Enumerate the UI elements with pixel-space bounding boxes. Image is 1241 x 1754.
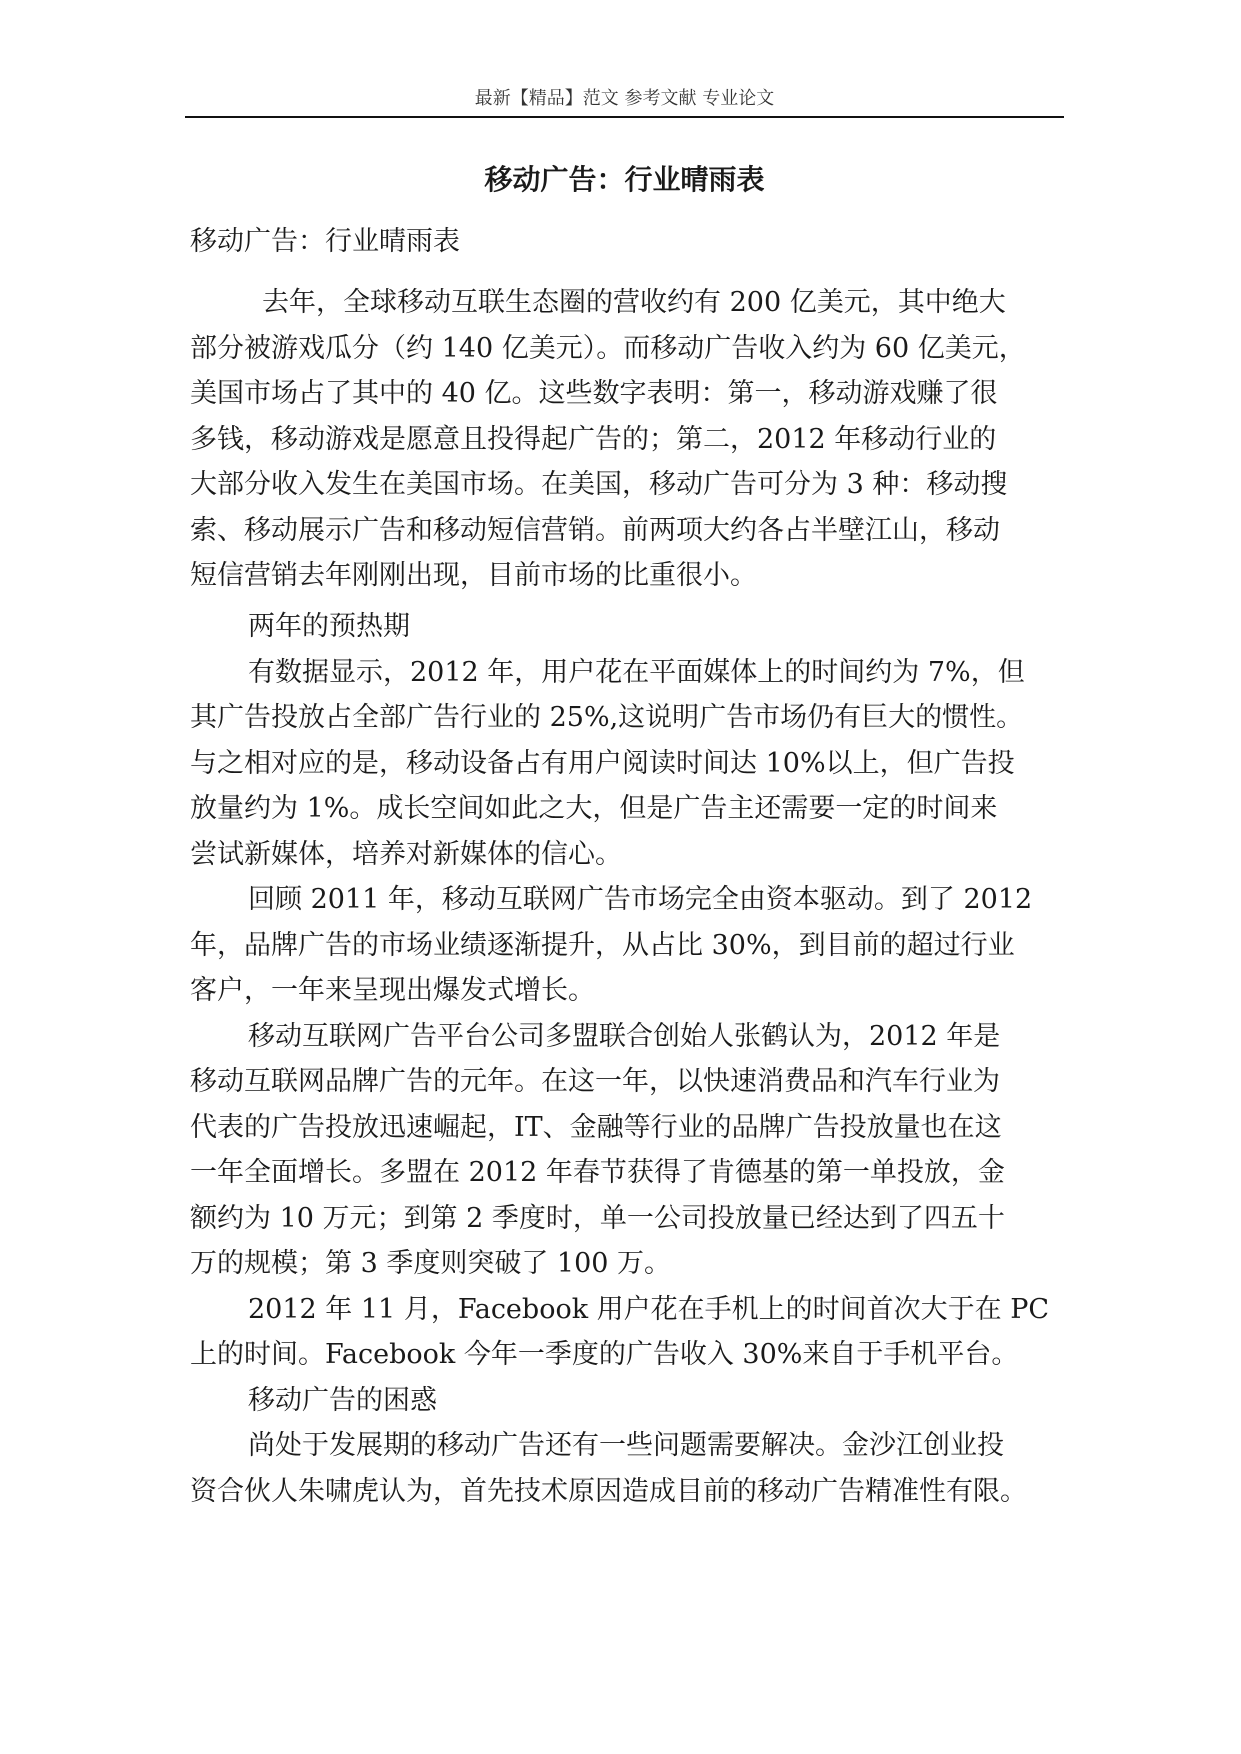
paragraph-line: 尚处于发展期的移动广告还有一些问题需要解决。金沙江创业投 [248,1430,1004,1461]
paragraph-line: 移动互联网广告平台公司多盟联合创始人张鹤认为，2012 年是 [248,1020,1001,1052]
paragraph-line: 年，品牌广告的市场业绩逐渐提升，从占比 30%，到目前的超过行业 [190,929,1015,961]
paragraph-line: 其广告投放占全部广告行业的 25%,这说明广告市场仍有巨大的惯性。 [190,702,1024,733]
document-title: 移动广告：行业晴雨表 [484,163,765,196]
header-divider [185,116,1064,118]
paragraph-line: 美国市场占了其中的 40 亿。这些数字表明：第一，移动游戏赚了很 [190,378,998,409]
paragraph-line: 上的时间。Facebook 今年一季度的广告收入 30%来自于手机平台。 [190,1339,1019,1370]
paragraph-line: 大部分收入发生在美国市场。在美国，移动广告可分为 3 种：移动搜 [190,469,1008,500]
paragraph-line: 多钱，移动游戏是愿意且投得起广告的；第二，2012 年移动行业的 [190,423,997,455]
paragraph-line: 短信营销去年刚刚出现，目前市场的比重很小。 [190,560,757,591]
paragraph-line: 放量约为 1%。成长空间如此之大，但是广告主还需要一定的时间来 [190,793,998,824]
paragraph-line: 额约为 10 万元；到第 2 季度时，单一公司投放量已经达到了四五十 [190,1202,1005,1234]
paragraph-line: 尝试新媒体，培养对新媒体的信心。 [190,838,622,870]
paragraph-line: 有数据显示，2012 年，用户花在平面媒体上的时间约为 7%，但 [248,656,1025,688]
section-heading: 移动广告的困惑 [248,1384,437,1416]
paragraph-line: 万的规模；第 3 季度则突破了 100 万。 [190,1248,672,1279]
paragraph-line: 资合伙人朱啸虎认为，首先技术原因造成目前的移动广告精准性有限。 [190,1475,1027,1507]
paragraph-line: 回顾 2011 年，移动互联网广告市场完全由资本驱动。到了 2012 [248,884,1033,915]
section-heading: 两年的预热期 [248,611,410,642]
paragraph-line: 索、移动展示广告和移动短信营销。前两项大约各占半壁江山，移动 [190,514,1000,546]
intro-paragraph [190,280,1072,599]
warmup-section [190,604,1072,1514]
paragraph-line: 移动互联网品牌广告的元年。在这一年，以快速消费品和汽车行业为 [190,1066,1000,1097]
paragraph-line: 客户，一年来呈现出爆发式增长。 [190,975,595,1006]
document-subtitle: 移动广告：行业晴雨表 [190,226,460,257]
paragraph-line: 一年全面增长。多盟在 2012 年春节获得了肯德基的第一单投放，金 [190,1157,1005,1188]
page-header: 最新【精品】范文 参考文献 专业论文 [474,88,775,109]
paragraph-line: 去年，全球移动互联生态圈的营收约有 200 亿美元，其中绝大 [262,287,1006,318]
paragraph-line: 部分被游戏瓜分（约 140 亿美元）。而移动广告收入约为 60 亿美元， [190,332,1026,364]
paragraph-line: 代表的广告投放迅速崛起，IT、金融等行业的品牌广告投放量也在这 [190,1111,1002,1143]
paragraph-line: 2012 年 11 月，Facebook 用户花在手机上的时间首次大于在 PC [248,1293,1050,1325]
paragraph-line: 与之相对应的是，移动设备占有用户阅读时间达 10%以上，但广告投 [190,747,1015,779]
